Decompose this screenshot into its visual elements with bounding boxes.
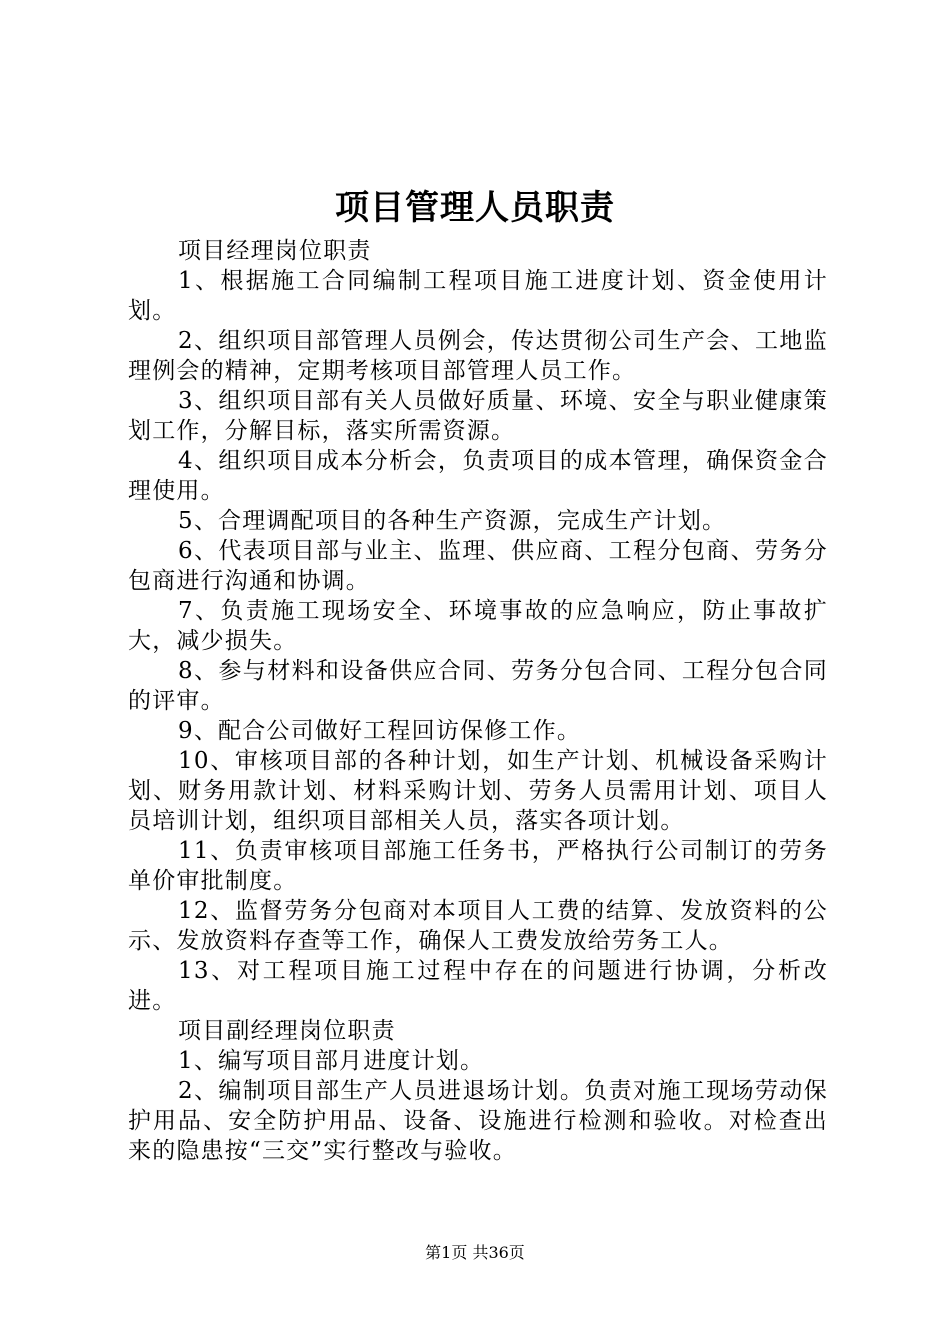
list-item: 2、组织项目部管理人员例会，传达贯彻公司生产会、工地监理例会的精神，定期考核项目部管理人员工作。 bbox=[128, 328, 828, 384]
section-heading-manager: 项目经理岗位职责 bbox=[178, 238, 372, 264]
list-item: 3、组织项目部有关人员做好质量、环境、安全与职业健康策划工作，分解目标，落实所需资源。 bbox=[128, 388, 828, 444]
list-item: 7、负责施工现场安全、环境事故的应急响应，防止事故扩大，减少损失。 bbox=[128, 598, 828, 654]
list-item: 1、编写项目部月进度计划。 bbox=[178, 1048, 485, 1074]
list-item: 5、合理调配项目的各种生产资源，完成生产计划。 bbox=[178, 508, 727, 534]
list-item: 13、对工程项目施工过程中存在的问题进行协调，分析改进。 bbox=[128, 958, 828, 1014]
section-heading-deputy-manager: 项目副经理岗位职责 bbox=[178, 1018, 396, 1044]
page-number-footer: 第1页 共36页 bbox=[425, 1243, 525, 1262]
list-item: 6、代表项目部与业主、监理、供应商、工程分包商、劳务分包商进行沟通和协调。 bbox=[128, 538, 828, 594]
list-item: 8、参与材料和设备供应合同、劳务分包合同、工程分包合同的评审。 bbox=[128, 658, 828, 714]
list-item: 12、监督劳务分包商对本项目人工费的结算、发放资料的公示、发放资料存查等工作，确保人工费发放给劳务工人。 bbox=[128, 898, 828, 954]
list-item: 4、组织项目成本分析会，负责项目的成本管理，确保资金合理使用。 bbox=[128, 448, 828, 504]
list-item: 1、根据施工合同编制工程项目施工进度计划、资金使用计划。 bbox=[128, 268, 828, 324]
list-item: 10、审核项目部的各种计划，如生产计划、机械设备采购计划、财务用款计划、材料采购计划、劳务人员需用计划、项目人员培训计划，组织项目部相关人员，落实各项计划。 bbox=[128, 748, 828, 834]
document-body bbox=[128, 236, 828, 1166]
list-item: 2、编制项目部生产人员进退场计划。负责对施工现场劳动保护用品、安全防护用品、设备、设施进行检测和验收。对检查出来的隐患按“三交”实行整改与验收。 bbox=[128, 1078, 828, 1164]
list-item: 11、负责审核项目部施工任务书，严格执行公司制订的劳务单价审批制度。 bbox=[128, 838, 828, 894]
document-title: 项目管理人员职责 bbox=[335, 188, 615, 228]
list-item: 9、配合公司做好工程回访保修工作。 bbox=[178, 718, 582, 744]
